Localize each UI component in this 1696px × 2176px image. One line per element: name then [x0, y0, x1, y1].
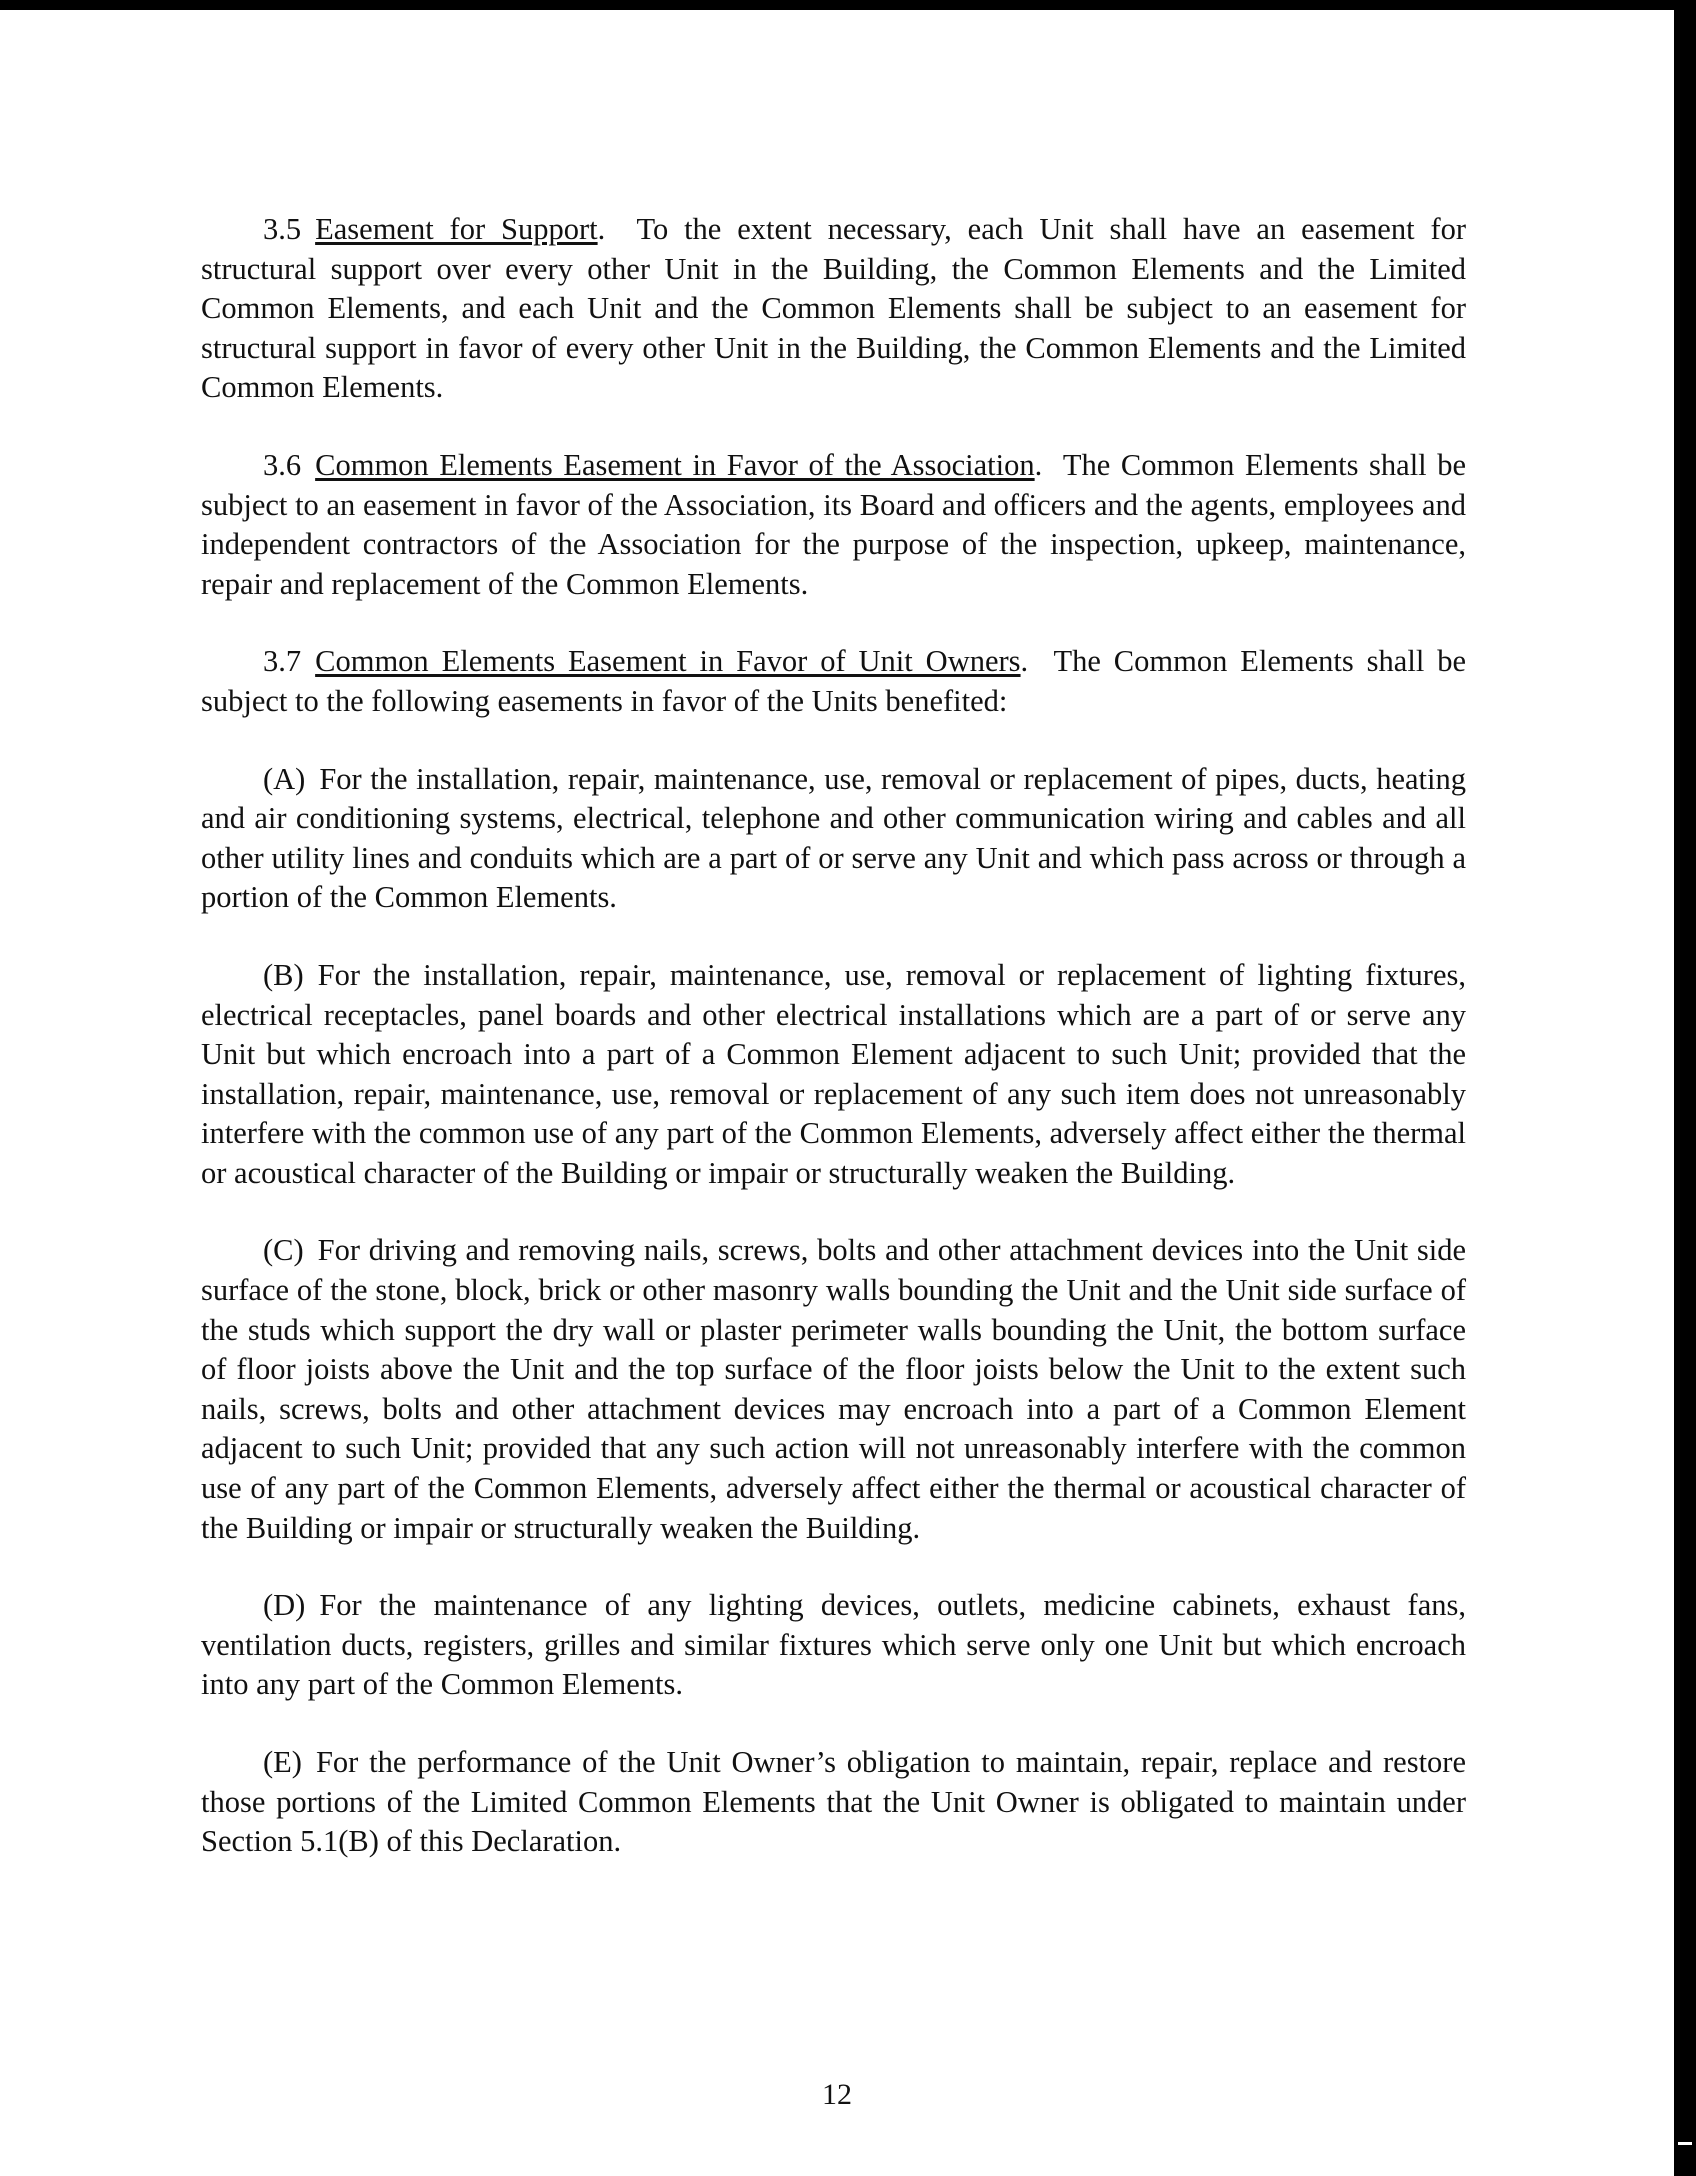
subsection-text: For the performance of the Unit Owner’s obligation to maintain, repair, replace and restore those portions of the Limited Common Elements that the Unit Owner is obligated to maintain under Section 5.1(B) of this Declaration.: [201, 1745, 1466, 1859]
subsection-d: [201, 1586, 1466, 1705]
section-heading: Common Elements Easement in Favor of the Association: [315, 447, 1035, 482]
document-body: [201, 210, 1466, 1862]
section-3-5: 3.5 Easement for Support. To the extent necessary, each Unit shall have an easement for structural support over every other Unit in the Building, the Common Elements and the Limited Common Elements, and each Unit and the Common Elements shall be subject to an easement for structural support in favor of every other Unit in the Building, the Common Elements and the Limited Common Elements.: [201, 212, 1467, 405]
subsection-c: [201, 1231, 1466, 1548]
subsection-text: For driving and removing nails, screws, bolts and other attachment devices into the Unit side surface of the stone, block, brick or other masonry walls bounding the Unit and the Unit side surface of the studs which support the dry wall or plaster perimeter walls bounding the Unit, the bottom surface of floor joists above the Unit and the top surface of the floor joists below the Unit to the extent such nails, screws, bolts and other attachment devices may encroach into a part of a Common Element adjacent to such Unit; provided that any such action will not unreasonably interfere with the common use of any part of the Common Elements, adversely affect either the thermal or acoustical character of the Building or impair or structurally weaken the Building.: [201, 1233, 1466, 1545]
subsection-a: [201, 760, 1466, 918]
section-heading: Common Elements Easement in Favor of Unit Owners: [315, 644, 1021, 679]
section-number: 3.5: [263, 212, 302, 246]
section-text: The Common Elements shall be subject to an easement in favor of the Association, its Board and officers and the agents, employees and independent contractors of the Association for the purpose of the inspection, upkeep, maintenance, repair and replacement of the Common Elements.: [201, 447, 1466, 601]
scan-mark: [1678, 2142, 1692, 2145]
subsection-label: (A): [263, 761, 306, 796]
subsection-label: (C): [263, 1233, 304, 1268]
subsection-b: [201, 956, 1466, 1194]
section-number: 3.6: [263, 447, 302, 482]
section-text: The Common Elements shall be subject to the following easements in favor of the Units benefited:: [201, 644, 1466, 718]
section-text: To the extent necessary, each Unit shall have an easement for structural support over every other Unit in the Building, the Common Elements and the Limited Common Elements, and each Unit and the Common Elements shall be subject to an easement for structural support in favor of every other Unit in the Building, the Common Elements and the Limited Common Elements.: [201, 212, 1467, 405]
subsection-text: For the installation, repair, maintenance, use, removal or replacement of lighting fixtures, electrical receptacles, panel boards and other electrical installations which are a part of or serve any Unit but which encroach into a part of a Common Element adjacent to such Unit; provided that the installation, repair, maintenance, use, removal or replacement of any such item does not unreasonably interfere with the common use of any part of the Common Elements, adversely affect either the thermal or acoustical character of the Building or impair or structurally weaken the Building.: [201, 957, 1466, 1190]
scan-border-top: [0, 0, 1696, 10]
subsection-e: [201, 1743, 1466, 1862]
section-3-7: 3.7 Common Elements Easement in Favor of Unit Owners. The Common Elements shall be subject to the following easements in favor of the Units benefited:: [201, 644, 1466, 718]
subsection-text: For the maintenance of any lighting devices, outlets, medicine cabinets, exhaust fans, ventilation ducts, registers, grilles and similar fixtures which serve only one Unit but which encroach into any part of the Common Elements.: [201, 1588, 1466, 1702]
subsection-label: (E): [263, 1745, 302, 1779]
section-heading: Easement for Support: [315, 212, 598, 246]
subsection-label: (D): [263, 1588, 306, 1623]
section-3-6: 3.6 Common Elements Easement in Favor of the Association. The Common Elements shall be subject to an easement in favor of the Association, its Board and officers and the agents, employees and independent contractors of the Association for the purpose of the inspection, upkeep, maintenance, repair and replacement of the Common Elements.: [201, 447, 1466, 601]
scan-border-right: [1674, 0, 1696, 2176]
section-number: 3.7: [263, 644, 302, 679]
page-number: 12: [822, 2078, 852, 2111]
subsection-text: For the installation, repair, maintenance, use, removal or replacement of pipes, ducts, heating and air conditioning systems, electrical, telephone and other communication wiring and cables and all other utility lines and conduits which are a part of or serve any Unit and which pass across or through a portion of the Common Elements.: [201, 761, 1466, 915]
subsection-label: (B): [263, 957, 304, 992]
